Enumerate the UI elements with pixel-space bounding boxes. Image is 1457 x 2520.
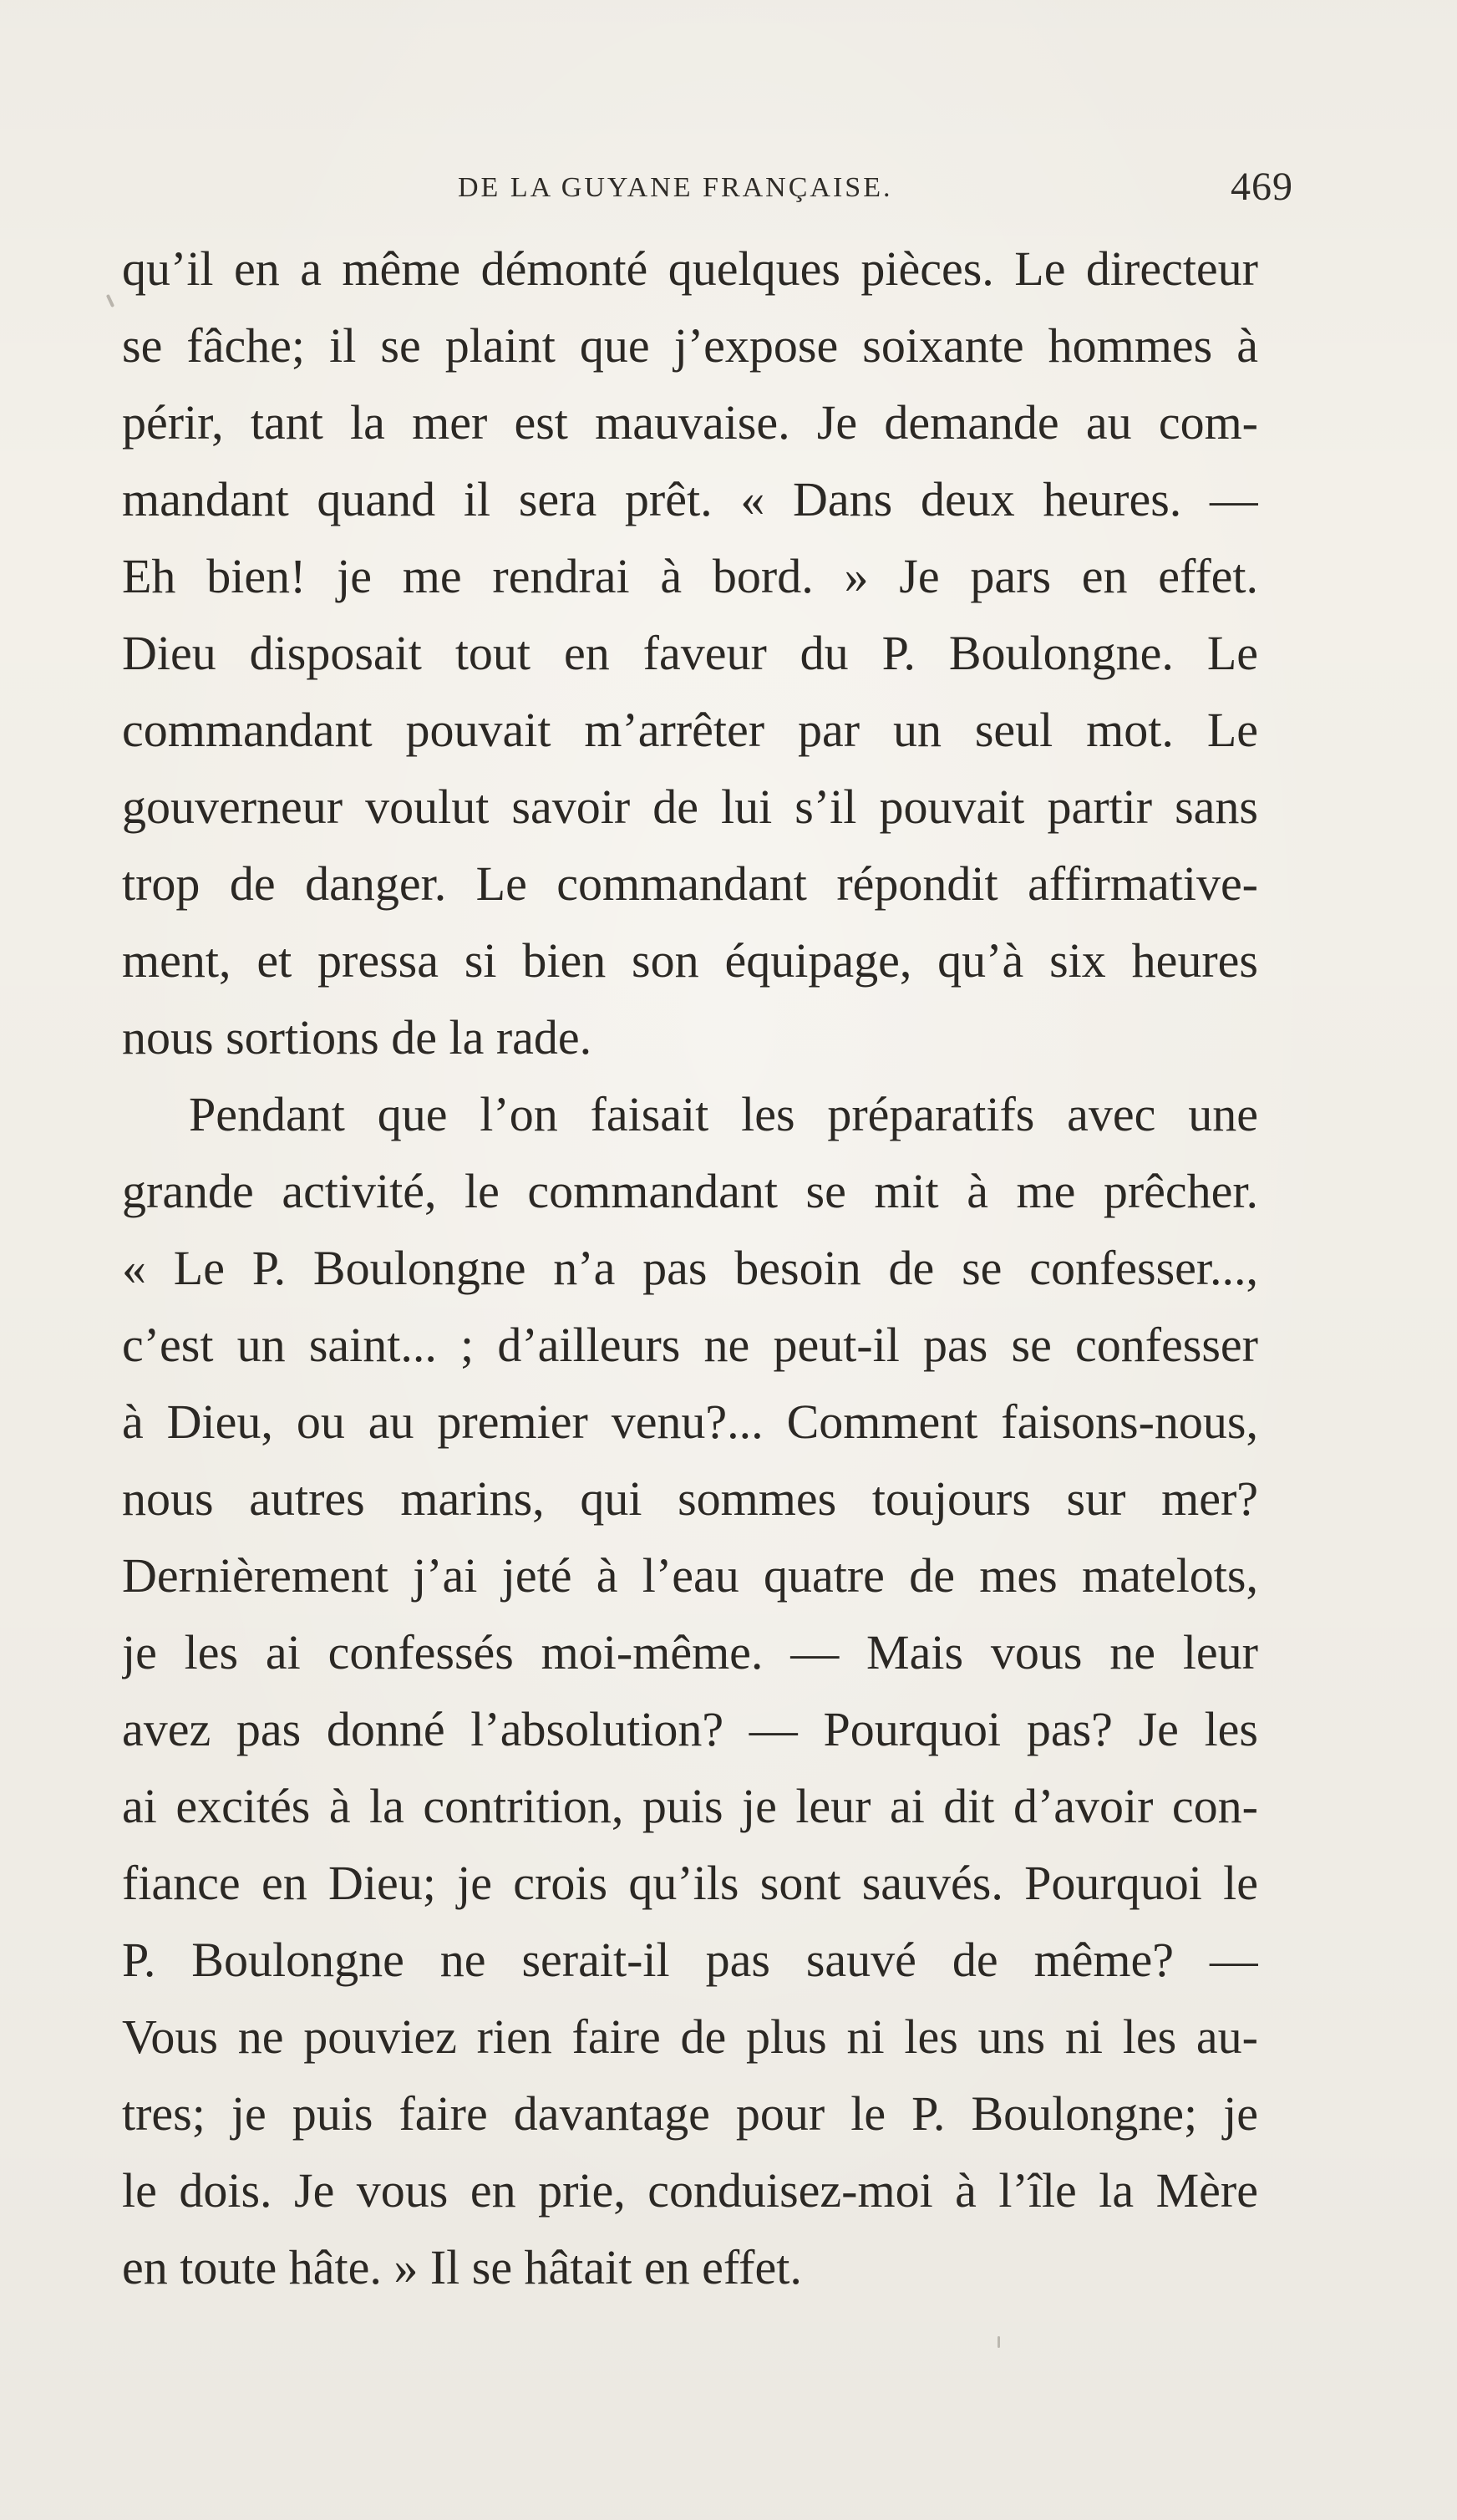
- text-line: ai excités à la contrition, puis je leur ai dit d’avoir con-: [122, 1779, 1258, 1833]
- paragraph-end-line: en toute hâte. » Il se hâtait en effet.: [122, 2240, 802, 2294]
- body-text: [122, 231, 1258, 2306]
- text-line: Dernièrement j’ai jeté à l’eau quatre de mes matelots,: [122, 1548, 1258, 1603]
- text-line: qu’il en a même démonté quelques pièces. Le directeur: [122, 241, 1258, 296]
- text-line: « Le P. Boulongne n’a pas besoin de se confesser...,: [122, 1241, 1258, 1295]
- text-line: gouverneur voulut savoir de lui s’il pouvait partir sans: [122, 780, 1258, 834]
- text-line: fiance en Dieu; je crois qu’ils sont sauvés. Pourquoi le: [122, 1856, 1258, 1910]
- running-head: [458, 157, 1293, 211]
- text-line: avez pas donné l’absolution? — Pourquoi pas? Je les: [122, 1702, 1258, 1756]
- text-line: nous autres marins, qui sommes toujours sur mer?: [122, 1471, 1258, 1526]
- text-line: périr, tant la mer est mauvaise. Je demande au com-: [122, 395, 1258, 450]
- text-line: Eh bien! je me rendrai à bord. » Je pars en effet.: [122, 549, 1258, 603]
- text-line: tres; je puis faire davantage pour le P. Boulongne; je: [122, 2086, 1258, 2141]
- text-line: mandant quand il sera prêt. « Dans deux heures. —: [122, 472, 1258, 526]
- text-line: à Dieu, ou au premier venu?... Comment faisons-nous,: [122, 1395, 1258, 1449]
- text-line: Dieu disposait tout en faveur du P. Boulongne. Le: [122, 626, 1258, 680]
- text-line: grande activité, le commandant se mit à me prêcher.: [122, 1164, 1258, 1218]
- text-line: ment, et pressa si bien son équipage, qu’à six heures: [122, 933, 1258, 988]
- page-number: 469: [1231, 165, 1293, 209]
- text-line: P. Boulongne ne serait-il pas sauvé de même? —: [122, 1933, 1258, 1987]
- text-line: trop de danger. Le commandant répondit affirmative-: [122, 856, 1258, 911]
- text-line: commandant pouvait m’arrêter par un seul mot. Le: [122, 703, 1258, 757]
- scan-mark: [106, 294, 114, 307]
- running-title: DE LA GUYANE FRANÇAISE.: [458, 172, 893, 203]
- text-line: le dois. Je vous en prie, conduisez-moi à l’île la Mère: [122, 2163, 1258, 2218]
- text-line: je les ai confessés moi-même. — Mais vous ne leur: [122, 1625, 1258, 1679]
- text-line: se fâche; il se plaint que j’expose soixante hommes à: [122, 318, 1258, 373]
- text-line: Vous ne pouviez rien faire de plus ni les uns ni les au-: [122, 2009, 1258, 2064]
- paragraph-start-line: Pendant que l’on faisait les préparatifs avec une: [189, 1087, 1258, 1141]
- scan-mark: [998, 2336, 1000, 2348]
- text-line: c’est un saint... ; d’ailleurs ne peut-il pas se confesser: [122, 1318, 1258, 1372]
- paragraph-end-line: nous sortions de la rade.: [122, 1010, 592, 1064]
